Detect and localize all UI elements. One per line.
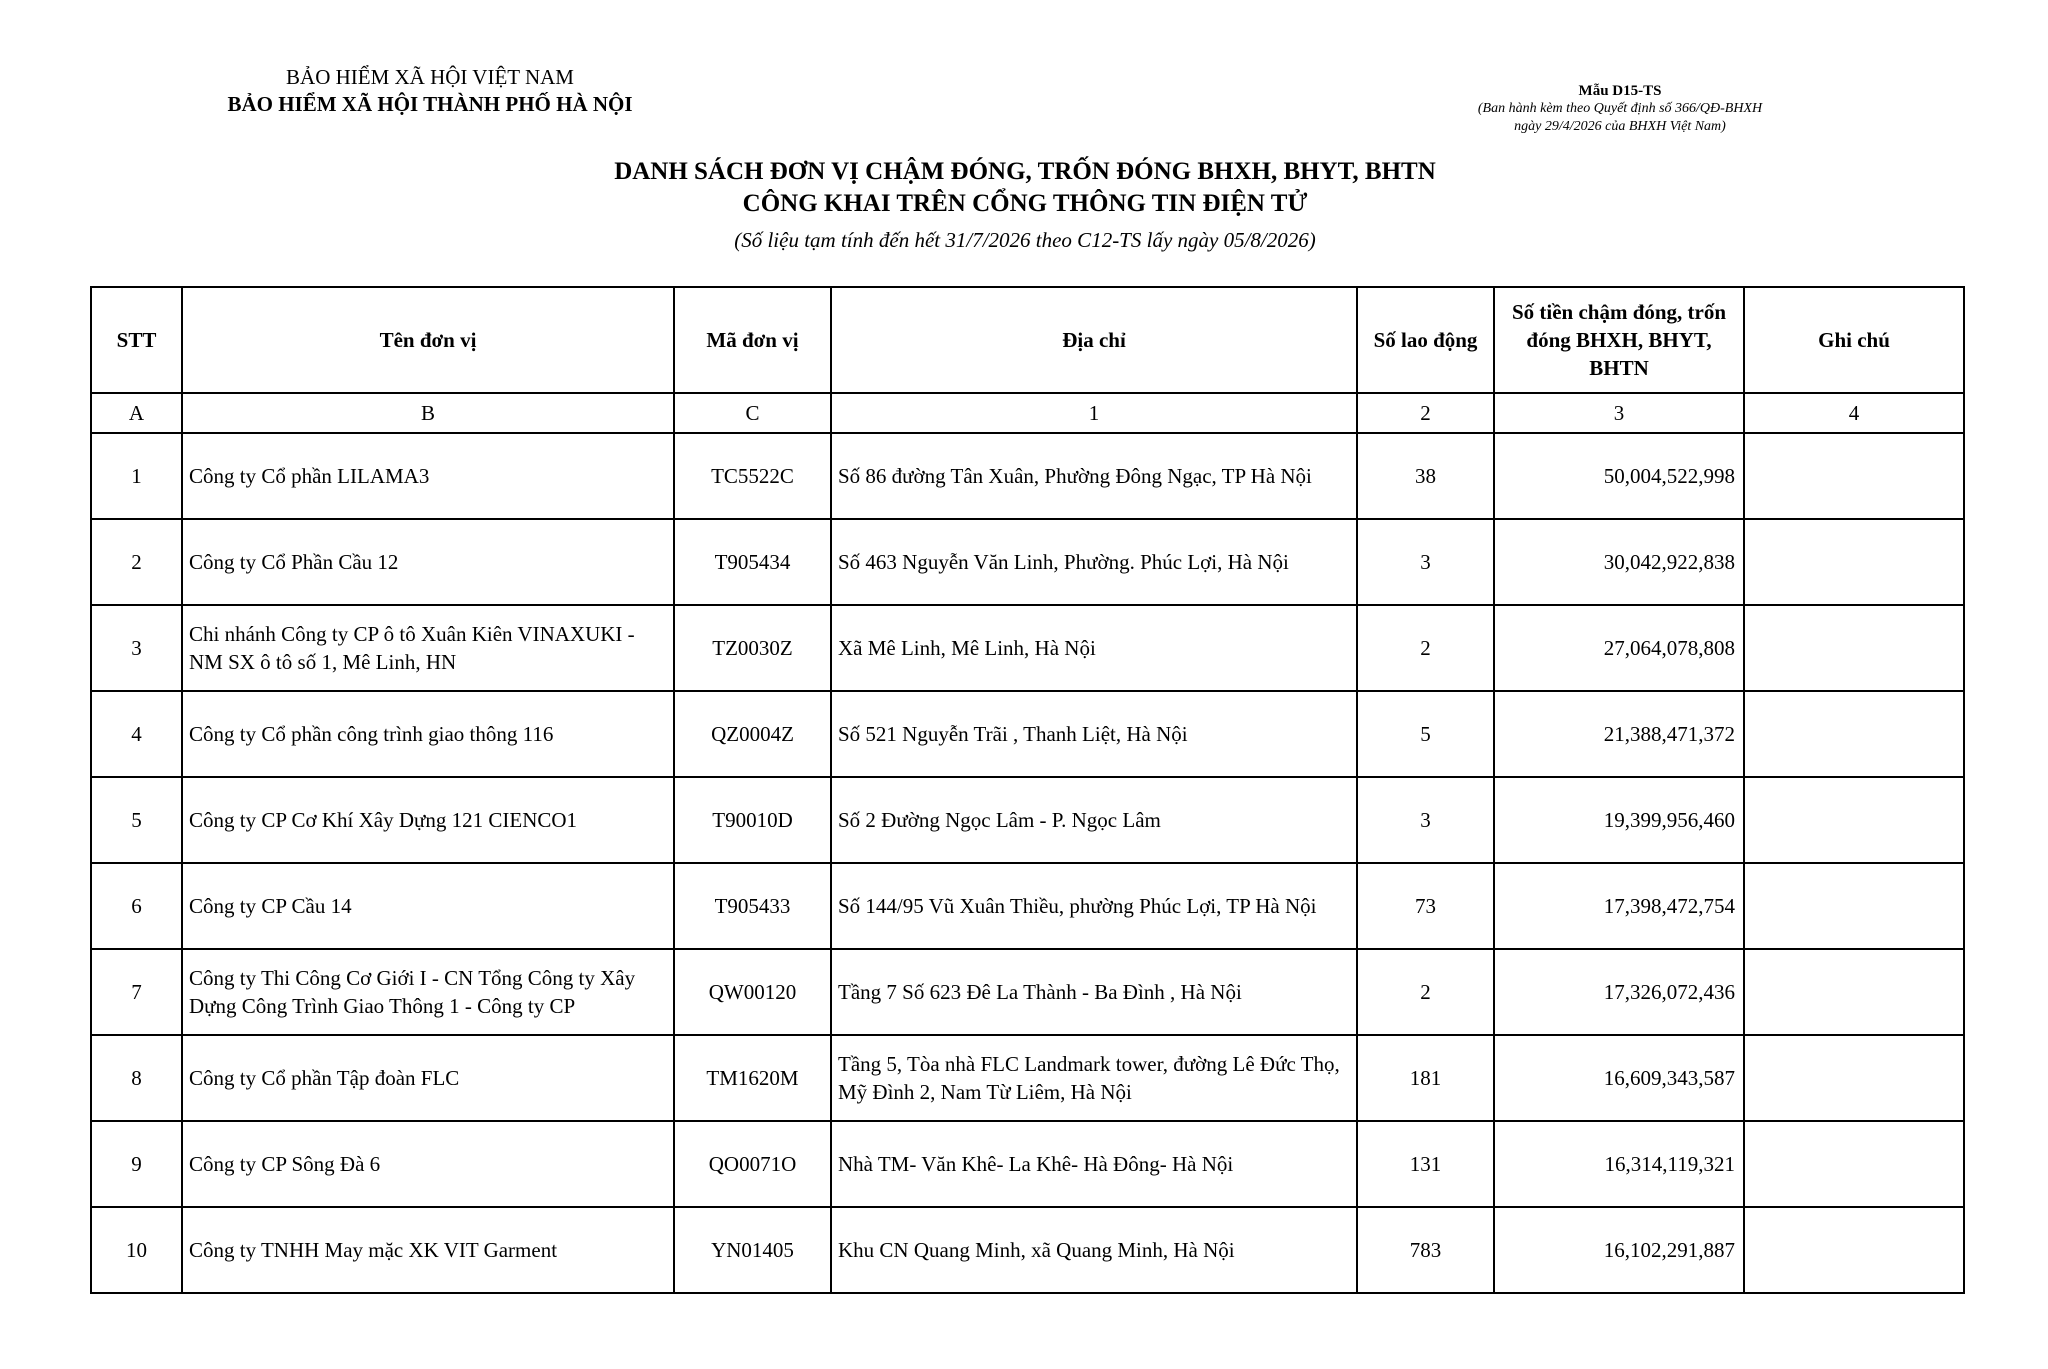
header-unit-name: Tên đơn vị <box>182 287 674 393</box>
index-c: C <box>674 393 831 433</box>
index-3: 3 <box>1494 393 1744 433</box>
cell-unit-code: TM1620M <box>674 1035 831 1121</box>
cell-stt: 10 <box>91 1207 182 1293</box>
cell-amount: 19,399,956,460 <box>1494 777 1744 863</box>
table-body <box>91 433 1964 1293</box>
cell-amount: 16,314,119,321 <box>1494 1121 1744 1207</box>
cell-unit-code: T905433 <box>674 863 831 949</box>
cell-address: Tầng 7 Số 623 Đê La Thành - Ba Đình , Hà Nội <box>831 949 1357 1035</box>
cell-address: Số 2 Đường Ngọc Lâm - P. Ngọc Lâm <box>831 777 1357 863</box>
cell-workers: 2 <box>1357 605 1494 691</box>
cell-unit-name: Công ty TNHH May mặc XK VIT Garment <box>182 1207 674 1293</box>
cell-note <box>1744 1035 1964 1121</box>
form-note-line2: ngày 29/4/2026 của BHXH Việt Nam) <box>1514 119 1726 134</box>
cell-stt: 2 <box>91 519 182 605</box>
cell-unit-name: Công ty CP Sông Đà 6 <box>182 1121 674 1207</box>
table-row <box>91 433 1964 519</box>
cell-note <box>1744 691 1964 777</box>
cell-note <box>1744 949 1964 1035</box>
cell-amount: 21,388,471,372 <box>1494 691 1744 777</box>
cell-amount: 27,064,078,808 <box>1494 605 1744 691</box>
cell-workers: 5 <box>1357 691 1494 777</box>
cell-address: Tầng 5, Tòa nhà FLC Landmark tower, đường Lê Đức Thọ, Mỹ Đình 2, Nam Từ Liêm, Hà Nội <box>831 1035 1357 1121</box>
cell-address: Số 463 Nguyễn Văn Linh, Phường. Phúc Lợi, Hà Nội <box>831 519 1357 605</box>
header-workers: Số lao động <box>1357 287 1494 393</box>
cell-unit-name: Công ty Cổ phần Tập đoàn FLC <box>182 1035 674 1121</box>
header-amount: Số tiền chậm đóng, trốn đóng BHXH, BHYT, BHTN <box>1494 287 1744 393</box>
cell-unit-name: Chi nhánh Công ty CP ô tô Xuân Kiên VINAXUKI - NM SX ô tô số 1, Mê Linh, HN <box>182 605 674 691</box>
table-row <box>91 863 1964 949</box>
cell-workers: 181 <box>1357 1035 1494 1121</box>
cell-amount: 30,042,922,838 <box>1494 519 1744 605</box>
cell-stt: 8 <box>91 1035 182 1121</box>
table-row <box>91 777 1964 863</box>
cell-unit-code: QW00120 <box>674 949 831 1035</box>
cell-workers: 73 <box>1357 863 1494 949</box>
document-title-block <box>380 156 1670 254</box>
cell-stt: 9 <box>91 1121 182 1207</box>
cell-unit-name: Công ty Cổ phần LILAMA3 <box>182 433 674 519</box>
cell-note <box>1744 519 1964 605</box>
header-note: Ghi chú <box>1744 287 1964 393</box>
table-row <box>91 949 1964 1035</box>
cell-address: Nhà TM- Văn Khê- La Khê- Hà Đông- Hà Nội <box>831 1121 1357 1207</box>
cell-amount: 50,004,522,998 <box>1494 433 1744 519</box>
index-2: 2 <box>1357 393 1494 433</box>
cell-unit-name: Công ty Thi Công Cơ Giới I - CN Tổng Công ty Xây Dựng Công Trình Giao Thông 1 - Công ty CP <box>182 949 674 1035</box>
table-row <box>91 519 1964 605</box>
form-code: Mẫu D15-TS <box>1578 83 1662 99</box>
cell-unit-code: QZ0004Z <box>674 691 831 777</box>
cell-address: Số 144/95 Vũ Xuân Thiều, phường Phúc Lợi, TP Hà Nội <box>831 863 1357 949</box>
cell-note <box>1744 1121 1964 1207</box>
cell-workers: 38 <box>1357 433 1494 519</box>
agency-header <box>180 64 680 118</box>
cell-unit-code: TZ0030Z <box>674 605 831 691</box>
cell-unit-code: T905434 <box>674 519 831 605</box>
cell-unit-code: QO0071O <box>674 1121 831 1207</box>
cell-stt: 1 <box>91 433 182 519</box>
debtor-units-table <box>90 286 1965 1294</box>
table-row <box>91 1207 1964 1293</box>
cell-stt: 5 <box>91 777 182 863</box>
cell-address: Xã Mê Linh, Mê Linh, Hà Nội <box>831 605 1357 691</box>
index-a: A <box>91 393 182 433</box>
table-index-row <box>91 393 1964 433</box>
cell-note <box>1744 605 1964 691</box>
cell-amount: 16,609,343,587 <box>1494 1035 1744 1121</box>
header-stt: STT <box>91 287 182 393</box>
cell-stt: 4 <box>91 691 182 777</box>
cell-stt: 7 <box>91 949 182 1035</box>
document-title-line2: CÔNG KHAI TRÊN CỔNG THÔNG TIN ĐIỆN TỬ <box>742 190 1308 217</box>
header-address: Địa chỉ <box>831 287 1357 393</box>
document-subtitle: (Số liệu tạm tính đến hết 31/7/2026 theo C12-TS lấy ngày 05/8/2026) <box>734 228 1316 252</box>
cell-stt: 6 <box>91 863 182 949</box>
cell-address: Số 521 Nguyễn Trãi , Thanh Liệt, Hà Nội <box>831 691 1357 777</box>
cell-note <box>1744 777 1964 863</box>
cell-note <box>1744 1207 1964 1293</box>
header-unit-code: Mã đơn vị <box>674 287 831 393</box>
cell-amount: 16,102,291,887 <box>1494 1207 1744 1293</box>
cell-workers: 131 <box>1357 1121 1494 1207</box>
cell-workers: 3 <box>1357 777 1494 863</box>
index-b: B <box>182 393 674 433</box>
index-1: 1 <box>831 393 1357 433</box>
agency-child: BẢO HIỂM XÃ HỘI THÀNH PHỐ HÀ NỘI <box>227 92 633 116</box>
cell-note <box>1744 863 1964 949</box>
cell-unit-name: Công ty CP Cầu 14 <box>182 863 674 949</box>
form-note-line1: (Ban hành kèm theo Quyết định số 366/QĐ-BHXH <box>1477 101 1763 116</box>
cell-address: Số 86 đường Tân Xuân, Phường Đông Ngạc, TP Hà Nội <box>831 433 1357 519</box>
cell-note <box>1744 433 1964 519</box>
cell-unit-code: TC5522C <box>674 433 831 519</box>
table-row <box>91 1121 1964 1207</box>
agency-parent: BẢO HIỂM XÃ HỘI VIỆT NAM <box>286 65 574 89</box>
index-4: 4 <box>1744 393 1964 433</box>
table-row <box>91 605 1964 691</box>
cell-amount: 17,398,472,754 <box>1494 863 1744 949</box>
table-header-row <box>91 287 1964 393</box>
document-title-line1: DANH SÁCH ĐƠN VỊ CHẬM ĐÓNG, TRỐN ĐÓNG BHXH, BHYT, BHTN <box>614 158 1436 185</box>
cell-workers: 783 <box>1357 1207 1494 1293</box>
cell-stt: 3 <box>91 605 182 691</box>
cell-unit-name: Công ty Cổ phần công trình giao thông 116 <box>182 691 674 777</box>
table-row <box>91 1035 1964 1121</box>
cell-address: Khu CN Quang Minh, xã Quang Minh, Hà Nội <box>831 1207 1357 1293</box>
cell-amount: 17,326,072,436 <box>1494 949 1744 1035</box>
cell-unit-name: Công ty Cổ Phần Cầu 12 <box>182 519 674 605</box>
table-row <box>91 691 1964 777</box>
cell-unit-code: YN01405 <box>674 1207 831 1293</box>
cell-workers: 2 <box>1357 949 1494 1035</box>
cell-unit-name: Công ty CP Cơ Khí Xây Dựng 121 CIENCO1 <box>182 777 674 863</box>
form-reference <box>1450 82 1790 136</box>
cell-unit-code: T90010D <box>674 777 831 863</box>
cell-workers: 3 <box>1357 519 1494 605</box>
